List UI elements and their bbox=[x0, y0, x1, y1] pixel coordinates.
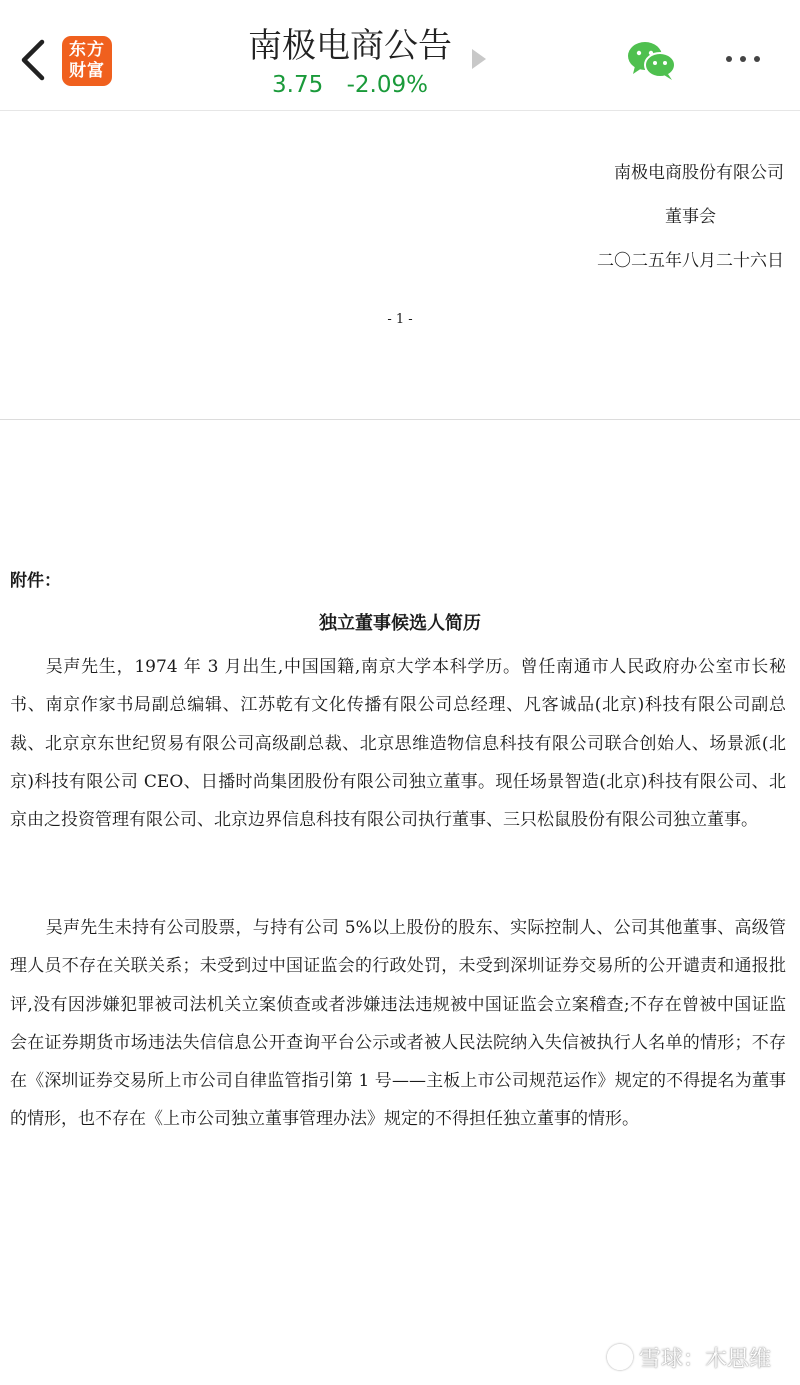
xueqiu-logo-icon bbox=[607, 1344, 633, 1370]
logo-text-top: 东方 bbox=[69, 40, 105, 60]
page-number: - 1 - bbox=[387, 312, 413, 327]
page-divider bbox=[0, 419, 800, 420]
back-arrow-icon[interactable] bbox=[14, 36, 54, 84]
stock-price: 3.75 bbox=[272, 72, 324, 98]
section-title: 独立董事候选人简历 bbox=[319, 613, 481, 634]
signature-date: 二〇二五年八月二十六日 bbox=[597, 251, 784, 271]
next-arrow-icon[interactable] bbox=[472, 49, 486, 69]
more-options-icon[interactable] bbox=[722, 48, 766, 72]
resume-paragraph-1: 吴声先生，1974 年 3 月出生,中国国籍,南京大学本科学历。曾任南通市人民政府办公室市长秘书、南京作家书局副总编辑、江苏乾有文化传播有限公司总经理、凡客诚品(北京)科技有限公司副总裁、北京京东世纪贸易有限公司高级副总裁、北京思维造物信息科技有限公司联合创始人、场景派(北京)科技有限公司 CEO、日播时尚集团股份有限公司独立董事。现任场景智造(北京)科技有限公司、北京由之投资管理有限公司、北京边界信息科技有限公司执行董事、三只松鼠股份有限公司独立董事。 bbox=[10, 657, 786, 831]
app-logo[interactable] bbox=[62, 36, 112, 86]
company-name: 南极电商股份有限公司 bbox=[614, 163, 784, 183]
page-title: 南极电商公告 bbox=[248, 26, 452, 66]
watermark-text: 雪球：木思维 bbox=[639, 1347, 772, 1372]
stock-quote bbox=[210, 72, 490, 98]
board-label: 董事会 bbox=[665, 207, 716, 227]
logo-text-bottom: 财富 bbox=[69, 61, 105, 81]
watermark bbox=[607, 1342, 771, 1373]
app-header bbox=[0, 0, 800, 111]
attachment-label: 附件： bbox=[10, 571, 61, 591]
document-page-1-tail bbox=[0, 110, 800, 420]
wechat-share-icon[interactable] bbox=[626, 40, 678, 82]
stock-change: -2.09% bbox=[346, 72, 428, 98]
resume-paragraph-2: 吴声先生未持有公司股票，与持有公司 5%以上股份的股东、实际控制人、公司其他董事、高级管理人员不存在关联关系；未受到过中国证监会的行政处罚，未受到深圳证券交易所的公开谴责和通报批评,没有因涉嫌犯罪被司法机关立案侦查或者涉嫌违法违规被中国证监会立案稽查;不存在曾被中国证监会在证券期货市场违法失信信息公开查询平台公示或者被人民法院纳入失信被执行人名单的情形；不存在《深圳证券交易所上市公司自律监管指引第 1 号——主板上市公司规范运作》规定的不得提名为董事的情形，也不存在《上市公司独立董事管理办法》规定的不得担任独立董事的情形。 bbox=[10, 918, 786, 1130]
